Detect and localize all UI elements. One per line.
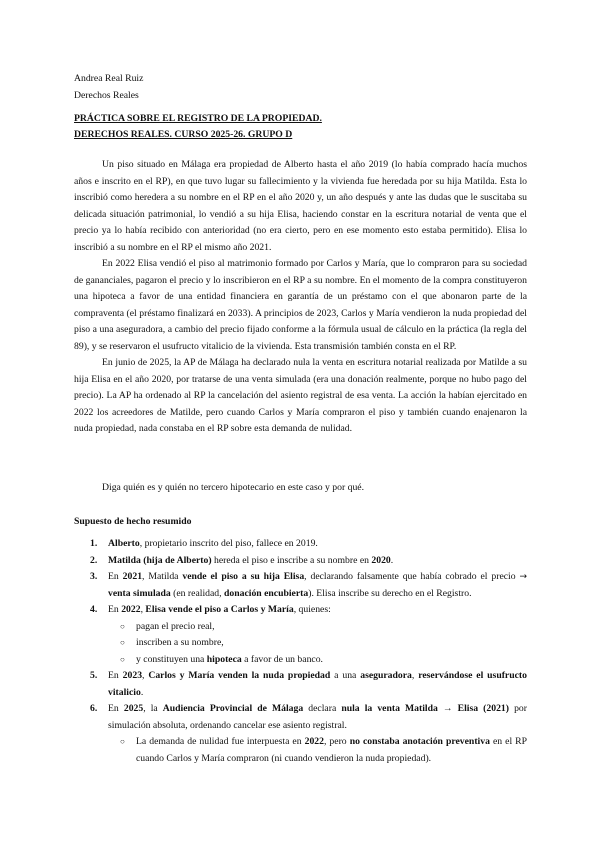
list-item: 4. En 2022, Elisa vende el piso a Carlos y María, quienes: ○ pagan el precio real, ○ inscriben a su nombre, ○ y constituyen una hipoteca a favor de un banco. <box>74 602 527 668</box>
sub-list-item: ○ y constituyen una hipoteca a favor de un banco. <box>108 652 527 669</box>
author-name: Andrea Real Ruiz <box>74 73 144 84</box>
sub-list-item: ○ inscriben a su nombre, <box>108 635 527 652</box>
title-line-2: DERECHOS REALES. CURSO 2025-26. GRUPO D <box>74 129 293 140</box>
list-item: 1. Alberto, propietario inscrito del piso, fallece en 2019. <box>74 536 527 553</box>
item-number: 2. <box>90 554 98 566</box>
item-number: 3. <box>90 571 98 582</box>
document-header <box>74 71 143 105</box>
list-item: 6. En 2025, la Audiencia Provincial de Málaga declara nula la venta Matilda → Elisa (2021) por simulación absoluta, ordenando cancelar ese asiento registral. ○ La demanda de nulidad fue interpuesta en 2022, pero no constaba anotación preventiva en el RP cuando Carlos y María compraron (ni cuando vendieron la nuda propiedad). <box>74 701 527 767</box>
paragraph: En 2022 Elisa vendió el piso al matrimonio formado por Carlos y María, que lo compraron para su sociedad de gananciales, pagaron el precio y lo inscribieron en el RP a su nombre. En el momento de la compra constituyeron una hipoteca a favor de una entidad financiera en garantía de un préstamo con el que abonaron parte de la compraventa (el préstamo finalizará en 2033). A principios de 2023, Carlos y María vendieron la nuda propiedad del piso a una aseguradora, a cambio del precio fijado conforme a la fórmula usual de cálculo en la práctica (la regla del 89), y se reservaron el usufructo vitalicio de la vivienda. Esta transmisión también consta en el RP. <box>74 258 527 352</box>
course-subject: Derechos Reales <box>74 90 139 101</box>
sub-list-item: ○ pagan el precio real, <box>108 619 527 636</box>
item-number: 6. <box>90 703 98 714</box>
summary-heading: Supuesto de hecho resumido <box>74 516 192 527</box>
list-item: 3. En 2021, Matilda vende el piso a su hija Elisa, declarando falsamente que había cobrado el precio → venta simulada (en realidad, donación encubierta). Elisa inscribe su derecho en el Registro. <box>90 571 528 599</box>
bullet-icon: ○ <box>120 621 125 631</box>
question-text: Diga quién es y quién no tercero hipotecario en este caso y por qué. <box>102 482 365 493</box>
bullet-icon: ○ <box>120 638 125 647</box>
sub-list <box>108 619 527 669</box>
sub-list-item: ○ La demanda de nulidad fue interpuesta en 2022, pero no constaba anotación preventiva en el RP cuando Carlos y María compraron (ni cuando vendieron la nuda propiedad). <box>120 736 528 764</box>
summary-list <box>74 536 527 767</box>
case-statement <box>74 157 527 438</box>
sub-list <box>108 734 527 767</box>
paragraph: En junio de 2025, la AP de Málaga ha declarado nula la venta en escritura notarial realizada por Matilde a su hija Elisa en el año 2020, por tratarse de una venta simulada (era una donación realmente, porque no hubo pago del precio). La AP ha ordenado al RP la cancelación del asiento registral de esa venta. La acción la habían ejercitado en 2022 los acreedores de Matilde, pero cuando Carlos y María compraron el piso y también cuando enajenaron la nuda propiedad, nada constaba en el RP sobre esta demanda de nulidad. <box>74 357 527 434</box>
title-line-1: PRÁCTICA SOBRE EL REGISTRO DE LA PROPIEDAD. <box>74 113 322 124</box>
list-item: 5. En 2023, Carlos y María venden la nuda propiedad a una aseguradora, reservándose el usufructo vitalicio. <box>90 670 527 698</box>
bullet-icon: ○ <box>120 737 125 746</box>
document-title <box>74 111 322 143</box>
item-number: 5. <box>90 670 98 681</box>
arrow-icon: → <box>519 572 528 582</box>
paragraph: Un piso situado en Málaga era propiedad de Alberto hasta el año 2019 (lo había comprado hacía muchos años e inscrito en el RP), en que tuvo lugar su fallecimiento y la vivienda fue heredada por su hija Matilda. Esta lo inscribió como heredera a su nombre en el RP en el año 2020 y, un año después y ante las dudas que le suscitaba su delicada situación patrimonial, lo vendió a su hija Elisa, haciendo constar en la escritura notarial de venta que el precio ya lo había recibido con anterioridad (no era cierto, pero en ese momento esto estaba permitido). Elisa lo inscribió a su nombre en el RP el mismo año 2021. <box>74 159 527 253</box>
item-number: 1. <box>90 538 98 549</box>
bullet-icon: ○ <box>120 654 125 664</box>
list-item: 2. Matilda (hija de Alberto) hereda el piso e inscribe a su nombre en 2020. <box>74 553 527 570</box>
item-number: 4. <box>90 604 98 615</box>
